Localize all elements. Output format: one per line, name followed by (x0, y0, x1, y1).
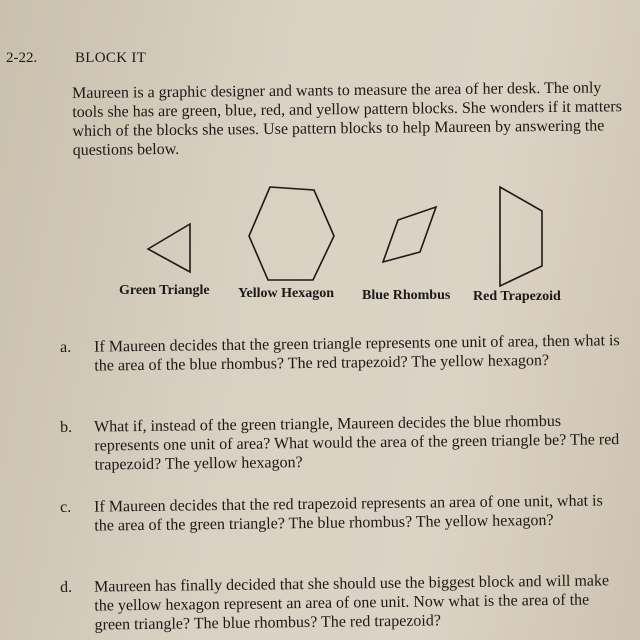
problem-intro: Maureen is a graphic designer and wants to measure the area of her desk. The only tools she has are green, blue, red, and yellow pattern blocks. She wonders if it matters which of the blocks she uses. Use pattern blocks to help Maureen by answering the questions below. (72, 79, 622, 159)
question-c (60, 491, 631, 558)
question-letter: a. (60, 338, 72, 356)
block-label: Blue Rhombus (362, 288, 451, 303)
block-label: Green Triangle (119, 283, 210, 298)
question-letter: d. (60, 578, 73, 596)
question-text: If Maureen decides that the green triangle represents one unit of area, then what is the area of the blue rhombus? The red trapezoid? The yellow hexagon? (94, 332, 620, 375)
problem-number: 2-22. (6, 50, 38, 66)
problem-title: BLOCK IT (75, 50, 147, 66)
question-a (60, 331, 631, 398)
hexagon-icon (249, 187, 334, 280)
rhombus-icon (383, 207, 436, 262)
trapezoid-icon (500, 187, 542, 286)
question-d (60, 571, 631, 640)
question-b (60, 411, 631, 478)
question-text: What if, instead of the green triangle, Maureen decides the blue rhombus represents one unit of area? What would the area of the green triangle be? The red trapezoid? The yellow hexagon? (94, 412, 620, 474)
question-letter: c. (60, 498, 72, 516)
question-text: Maureen has finally decided that she should use the biggest block and will make the yellow hexagon represent an area of one unit. Now what is the area of the green triangle? The blue rhombus? The red trapezoid? (94, 572, 610, 634)
triangle-icon (148, 224, 190, 272)
question-letter: b. (60, 418, 73, 436)
block-label: Yellow Hexagon (238, 286, 335, 301)
pattern-blocks-figure (0, 180, 640, 310)
block-label: Red Trapezoid (473, 289, 561, 304)
question-text: If Maureen decides that the red trapezoid represents an area of one unit, what is the area of the green triangle? The blue rhombus? The yellow hexagon? (94, 492, 603, 535)
